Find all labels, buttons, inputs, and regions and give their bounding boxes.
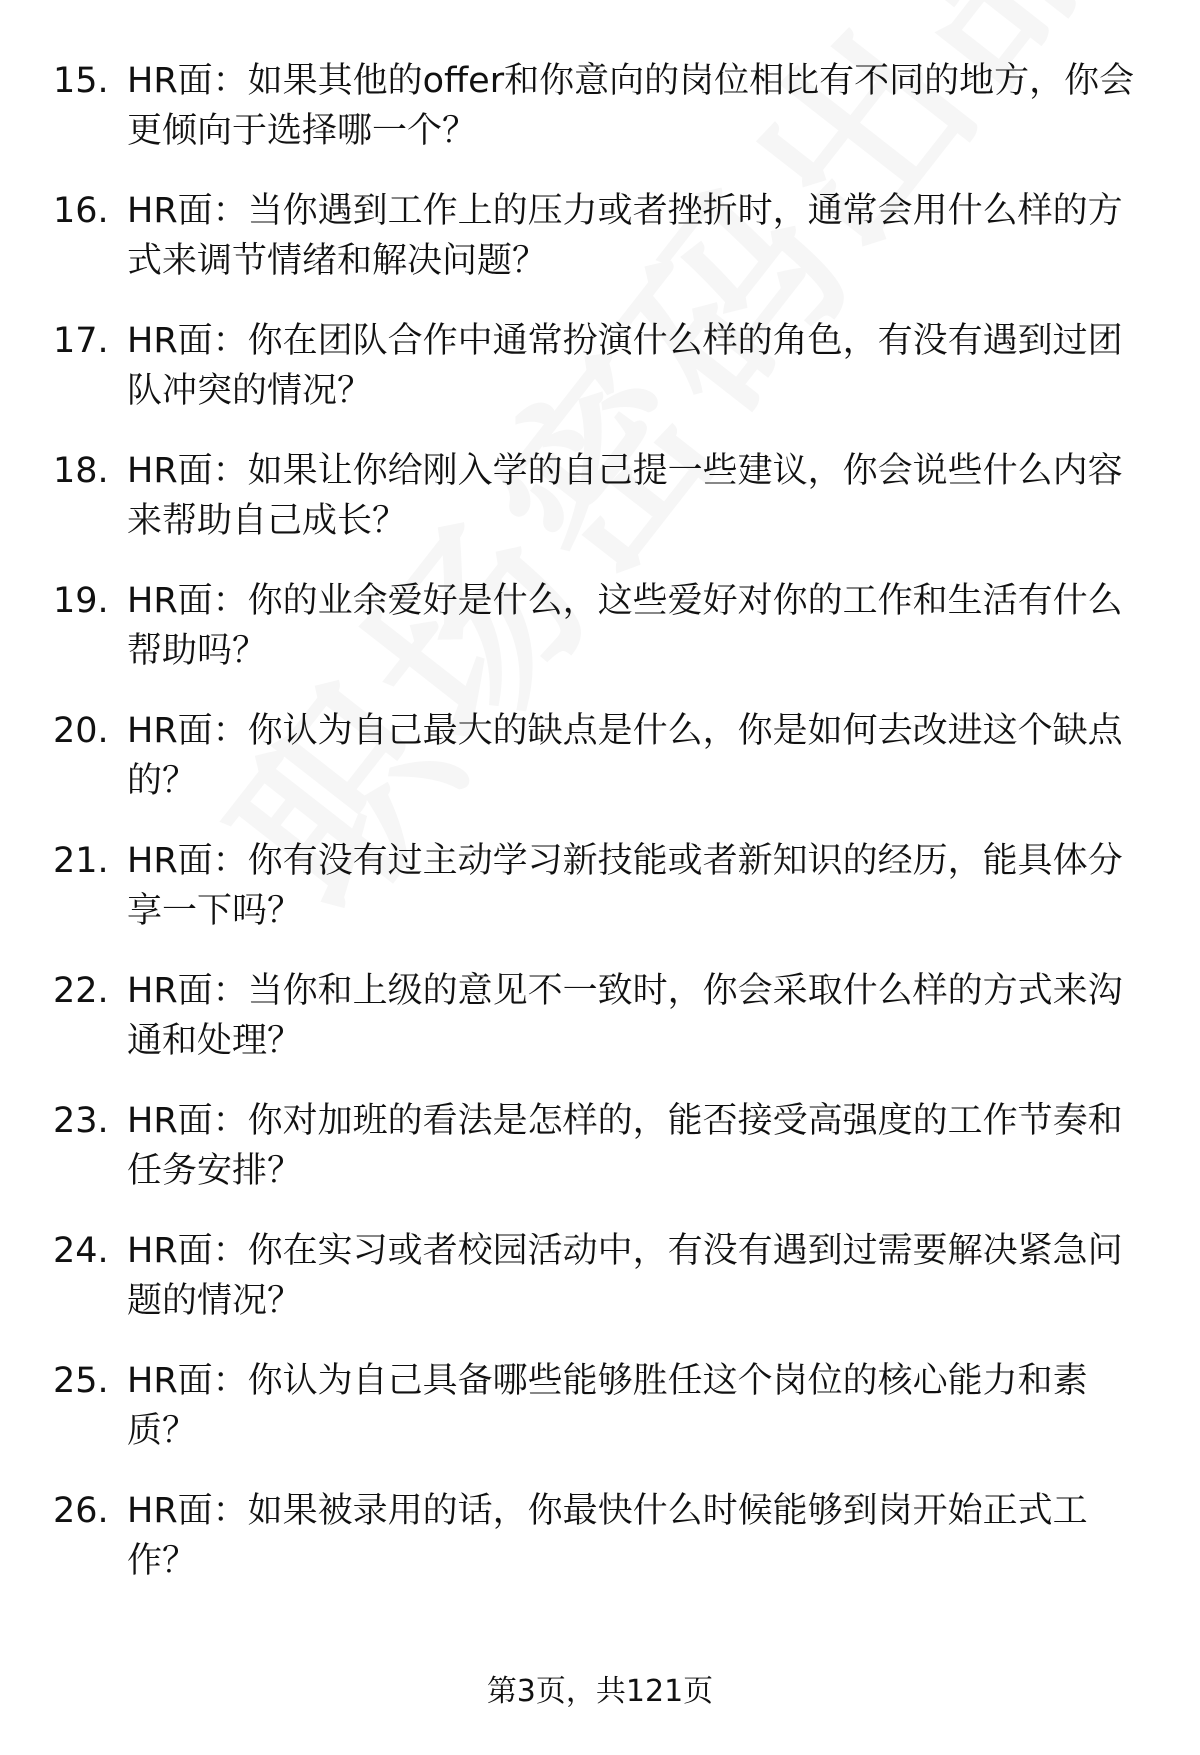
- question-text: HR面：你在实习或者校园活动中，有没有遇到过需要解决紧急问题的情况？: [127, 1231, 1123, 1321]
- question-number: 16.: [53, 191, 109, 231]
- list-item: [0, 836, 1200, 966]
- question-text: HR面：你对加班的看法是怎样的，能否接受高强度的工作节奏和任务安排？: [127, 1101, 1123, 1191]
- list-item: [0, 1226, 1200, 1356]
- question-text: HR面：如果被录用的话，你最快什么时候能够到岗开始正式工作？: [127, 1491, 1088, 1581]
- list-item: [0, 706, 1200, 836]
- question-number: 25.: [53, 1361, 109, 1401]
- question-text: HR面：如果让你给刚入学的自己提一些建议，你会说些什么内容来帮助自己成长？: [127, 451, 1123, 541]
- question-number: 24.: [53, 1231, 109, 1271]
- page-footer: 第3页，共121页: [486, 1674, 714, 1709]
- question-text: HR面：你的业余爱好是什么，这些爱好对你的工作和生活有什么帮助吗？: [127, 581, 1123, 671]
- question-text: HR面：如果其他的offer和你意向的岗位相比有不同的地方，你会更倾向于选择哪一个？: [127, 61, 1135, 151]
- question-number: 20.: [53, 711, 109, 751]
- question-number: 17.: [53, 321, 109, 361]
- question-number: 15.: [53, 61, 109, 101]
- question-text: HR面：当你遇到工作上的压力或者挫折时，通常会用什么样的方式来调节情绪和解决问题？: [127, 191, 1123, 281]
- list-item: [0, 56, 1200, 186]
- question-text: HR面：你有没有过主动学习新技能或者新知识的经历，能具体分享一下吗？: [127, 841, 1123, 931]
- question-text: HR面：你在团队合作中通常扮演什么样的角色，有没有遇到过团队冲突的情况？: [127, 321, 1123, 411]
- question-number: 26.: [53, 1491, 109, 1531]
- question-number: 18.: [53, 451, 109, 491]
- question-number: 23.: [53, 1101, 109, 1141]
- list-item: [0, 966, 1200, 1096]
- question-list: [0, 56, 1200, 1616]
- list-item: [0, 1096, 1200, 1226]
- question-text: HR面：你认为自己具备哪些能够胜任这个岗位的核心能力和素质？: [127, 1361, 1088, 1451]
- question-number: 21.: [53, 841, 109, 881]
- list-item: [0, 316, 1200, 446]
- list-item: [0, 186, 1200, 316]
- list-item: [0, 446, 1200, 576]
- question-number: 22.: [53, 971, 109, 1011]
- question-text: HR面：你认为自己最大的缺点是什么，你是如何去改进这个缺点的？: [127, 711, 1123, 801]
- list-item: [0, 1486, 1200, 1616]
- list-item: [0, 576, 1200, 706]
- question-number: 19.: [53, 581, 109, 621]
- list-item: [0, 1356, 1200, 1486]
- question-text: HR面：当你和上级的意见不一致时，你会采取什么样的方式来沟通和处理？: [127, 971, 1123, 1061]
